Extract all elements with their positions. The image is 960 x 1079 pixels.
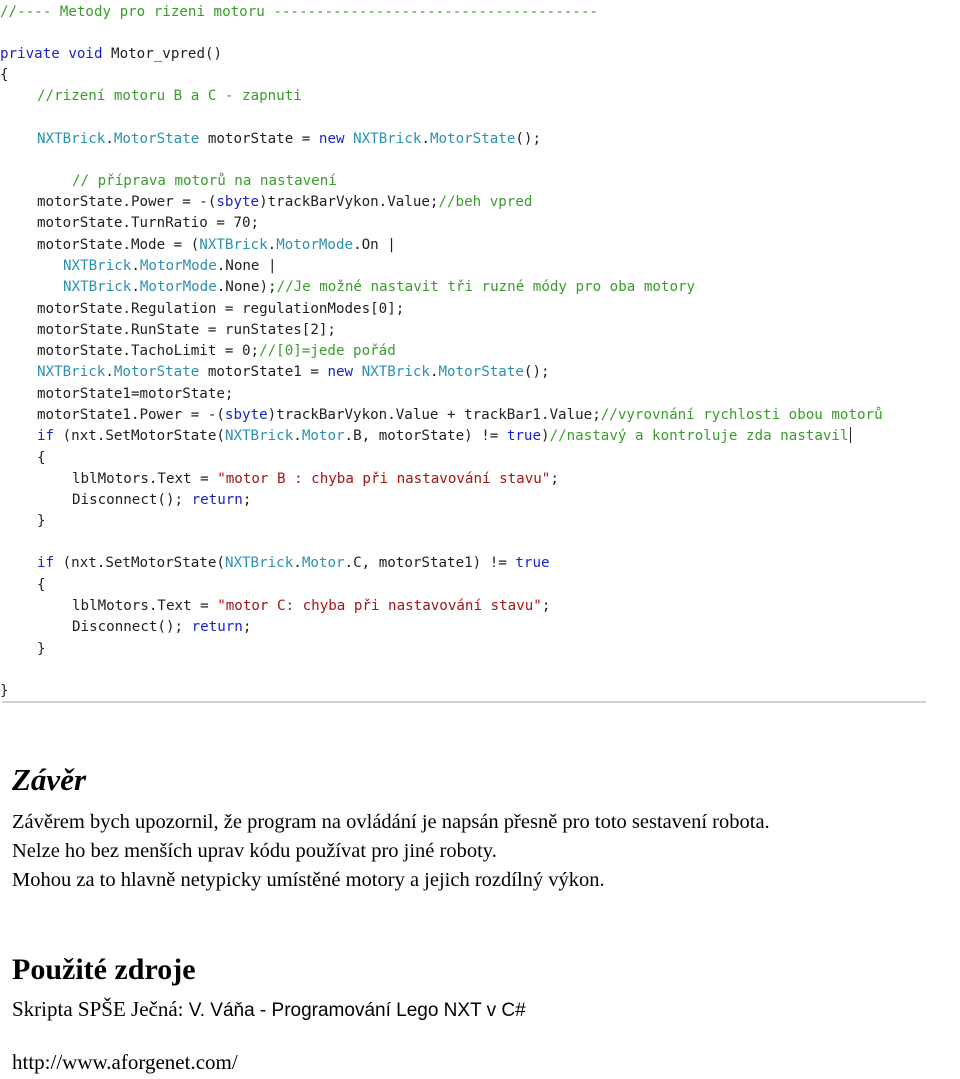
conclusion-paragraph	[12, 808, 770, 895]
code-line-8: motorState.TurnRatio = 70;	[37, 215, 260, 231]
code-line-27: }	[37, 641, 46, 657]
code-line-21: Disconnect(); return;	[72, 492, 252, 508]
code-line-26: Disconnect(); return;	[72, 619, 252, 635]
code-line-28: }	[0, 683, 9, 699]
conclusion-heading: Závěr	[12, 762, 87, 797]
code-line-5: NXTBrick.MotorState motorState = new NXTBrick.MotorState();	[37, 131, 542, 147]
code-line-18: if (nxt.SetMotorState(NXTBrick.Motor.B, motorState) != true)//nastavý a kontroluje zda nastavil	[37, 428, 849, 444]
code-divider	[2, 701, 926, 703]
code-line-12: motorState.Regulation = regulationModes[0];	[37, 301, 405, 317]
source-link[interactable]: http://www.aforgenet.com/	[12, 1050, 238, 1074]
code-line-6: // příprava motorů na nastavení	[72, 173, 337, 189]
code-line-17: motorState1.Power = -(sbyte)trackBarVykon.Value + trackBar1.Value;//vyrovnání rychlosti obou motorů	[37, 407, 883, 423]
code-line-10: NXTBrick.MotorMode.None |	[63, 258, 277, 274]
conclusion-line-1: Závěrem bych upozornil, že program na ovládání je napsán přesně pro toto sestavení robota.	[12, 811, 770, 833]
sources-heading: Použité zdroje	[12, 953, 196, 986]
code-line-3: {	[0, 67, 9, 83]
code-line-2: private void Motor_vpred()	[0, 46, 223, 62]
code-line-24: {	[37, 577, 46, 593]
code-line-4: //rizení motoru B a C - zapnuti	[37, 88, 302, 104]
text-cursor	[850, 427, 851, 443]
code-line-14: motorState.TachoLimit = 0;//[0]=jede pořád	[37, 343, 396, 359]
code-line-9: motorState.Mode = (NXTBrick.MotorMode.On |	[37, 237, 396, 253]
code-line-19: {	[37, 450, 46, 466]
code-line-13: motorState.RunState = runStates[2];	[37, 322, 336, 338]
code-line-15: NXTBrick.MotorState motorState1 = new NXTBrick.MotorState();	[37, 364, 550, 380]
source-item-1: Skripta SPŠE Ječná: V. Váňa - Programování Lego NXT v C#	[12, 997, 526, 1021]
conclusion-line-3: Mohou za to hlavně netypicky umístěné motory a jejich rozdílný výkon.	[12, 869, 605, 891]
code-line-25: lblMotors.Text = "motor C: chyba při nastavování stavu";	[72, 598, 551, 614]
code-line-16: motorState1=motorState;	[37, 386, 234, 402]
code-line-20: lblMotors.Text = "motor B : chyba při nastavování stavu";	[72, 471, 559, 487]
code-line-22: }	[37, 513, 46, 529]
code-line-7: motorState.Power = -(sbyte)trackBarVykon.Value;//beh vpred	[37, 194, 533, 210]
code-line-23: if (nxt.SetMotorState(NXTBrick.Motor.C, motorState1) != true	[37, 555, 550, 571]
code-line-11: NXTBrick.MotorMode.None);//Je možné nastavit tři ruzné módy pro oba motory	[63, 279, 696, 295]
code-line-1: //---- Metody pro rizeni motoru --------------------------------------	[0, 4, 598, 20]
conclusion-line-2: Nelze ho bez menších uprav kódu používat pro jiné roboty.	[12, 840, 497, 862]
